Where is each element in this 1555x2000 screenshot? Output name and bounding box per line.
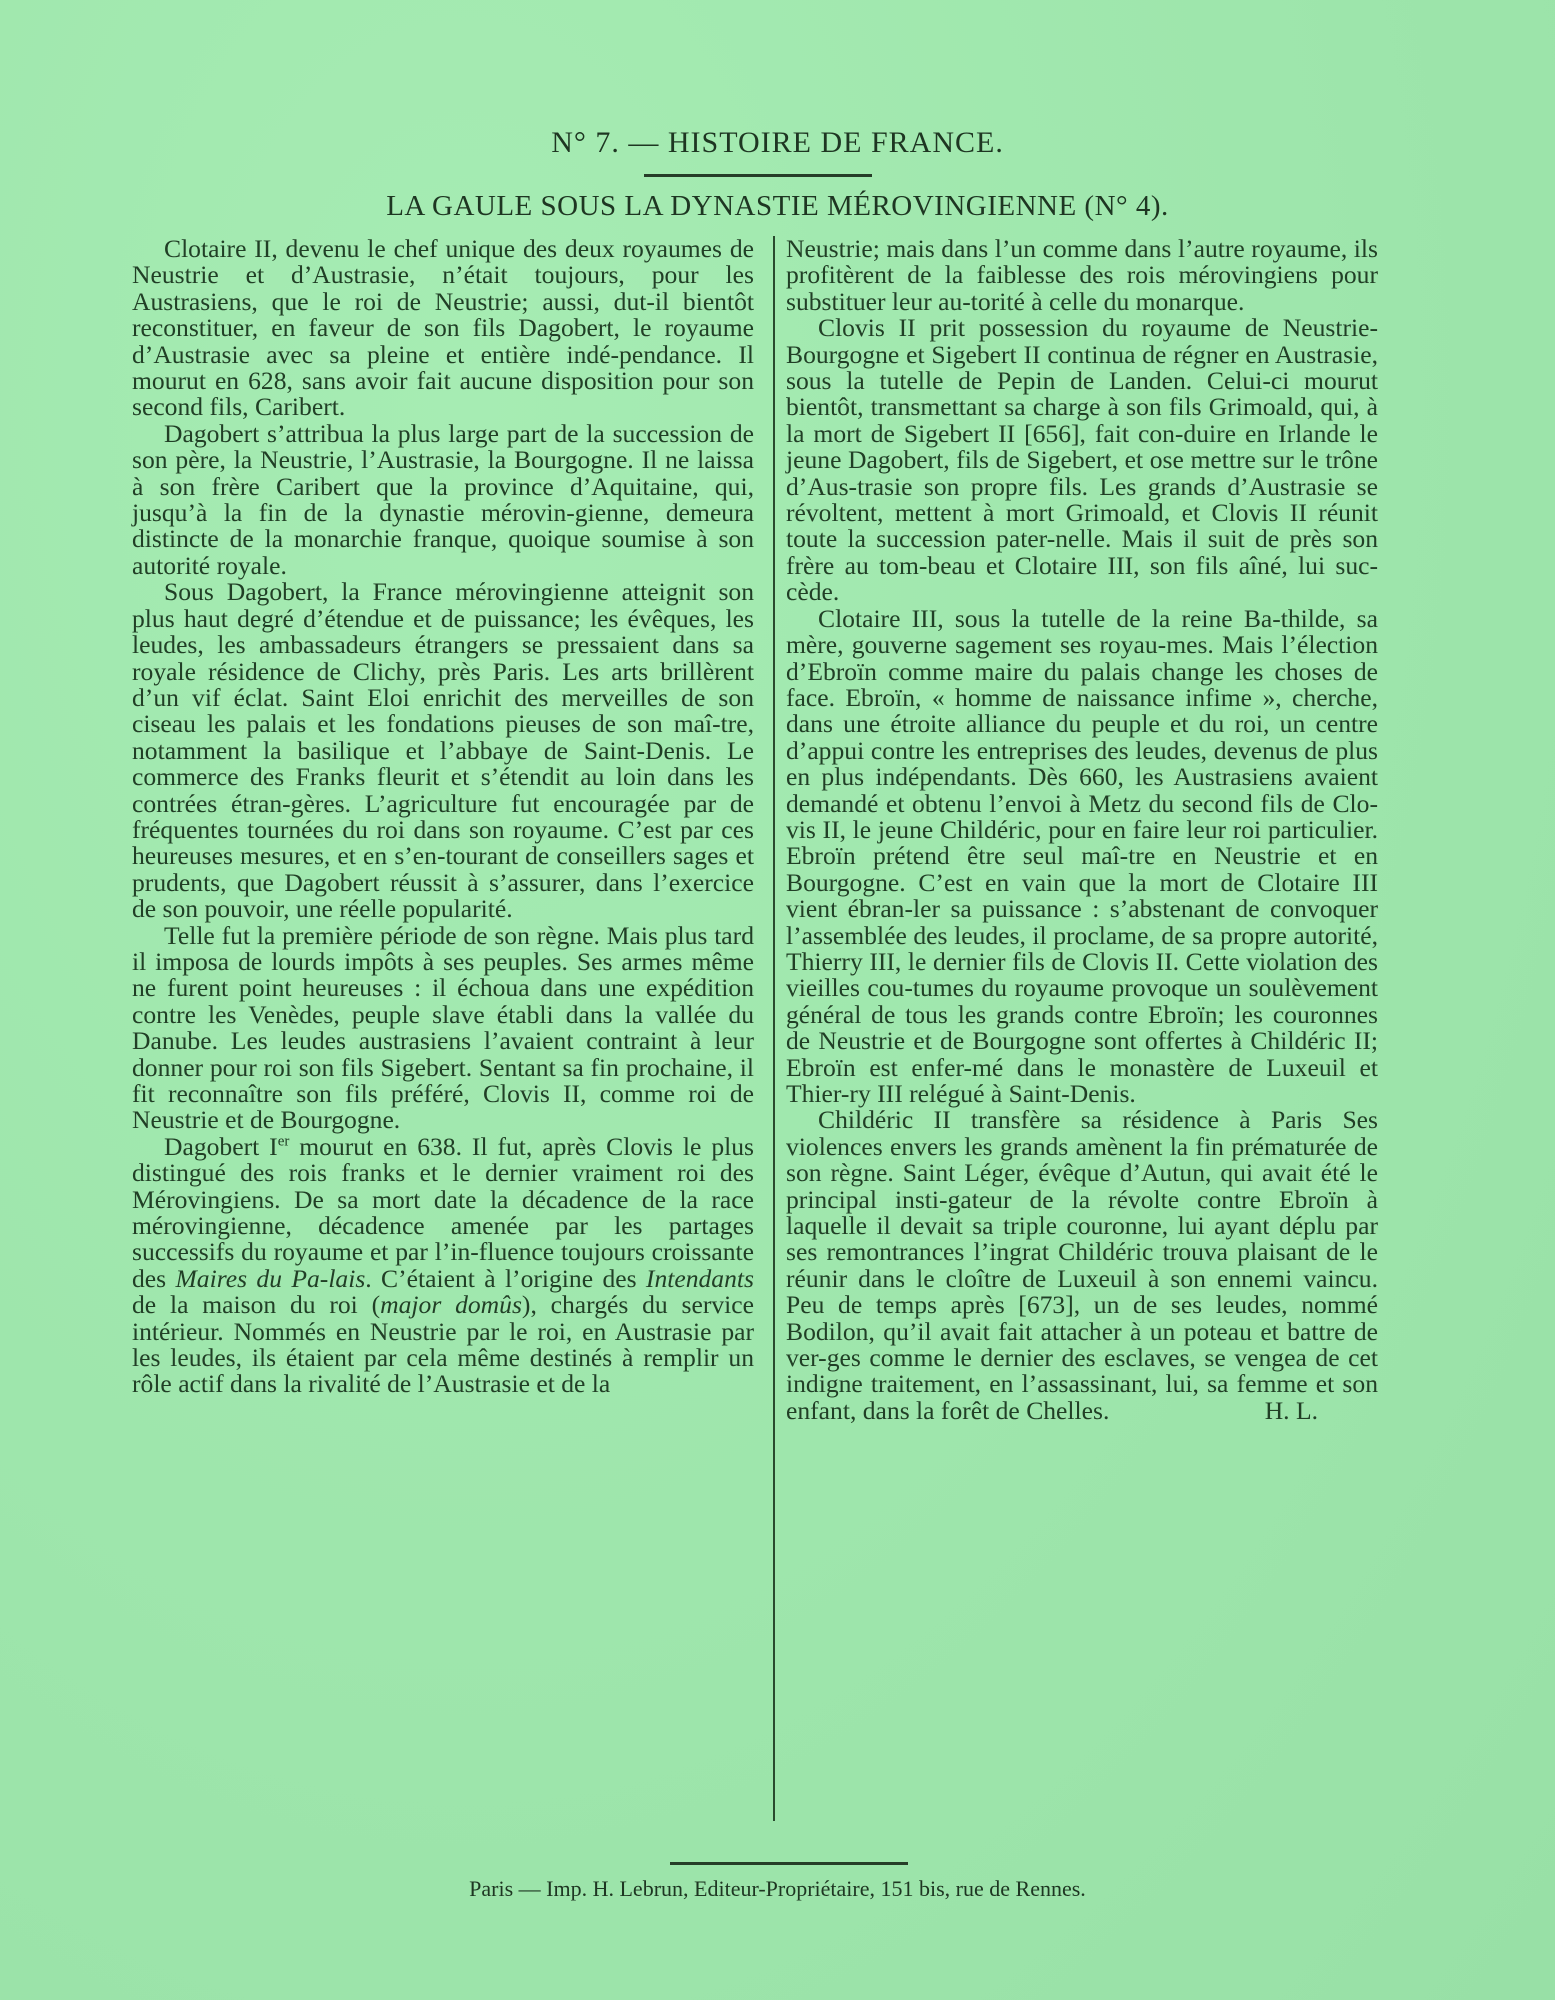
paragraph: Telle fut la première période de son règne. Mais plus tard il imposa de lourds impôts à ses peuples. Ses armes même ne furent point heureuses : il échoua dans une expédition contre les Venèdes, peuple slave établi dans la vallée du Danube. Les leudes austrasiens l’avaient contraint à leur donner pour roi son fils Sigebert. Sentant sa fin prochaine, il fit reconnaître son fils préféré, Clovis II, comme roi de Neustrie et de Bourgogne. (132, 920, 754, 1135)
paragraph: Clovis II prit possession du royaume de Neustrie-Bourgogne et Sigebert II continua de régner en Austrasie, sous la tutelle de Pepin de Landen. Celui-ci mourut bientôt, transmettant sa charge à son fils Grimoald, qui, à la mort de Sigebert II [656], fait con-duire en Irlande le jeune Dagobert, fils de Sigebert, et ose mettre sur le trône d’Aus-trasie son propre fils. Les grands d’Austrasie se révoltent, mettent à mort Grimoald, et Clovis II réunit toute la succession pater-nelle. Mais il suit de près son frère au tom-beau et Clotaire III, son fils aîné, lui suc-cède. (786, 313, 1378, 607)
paragraph (132, 1131, 755, 1399)
text-run: de la maison du roi ( (132, 1290, 381, 1320)
title-rule (644, 174, 872, 177)
text-run: . C’étaient à l’origine des (365, 1263, 646, 1293)
paragraph: Dagobert s’attribua la plus large part de la succession de son père, la Neustrie, l’Austrasie, la Bourgogne. Il ne laissa à son frère Caribert que la province d’Aquitaine, qui, jusqu’à la fin de la dynastie mérovin-gienne, demeura distincte de la monarchie franque, quoique soumise à son autorité royale. (132, 418, 754, 580)
column-divider (773, 236, 775, 1821)
paragraph: Clotaire II, devenu le chef unique des deux royaumes de Neustrie et d’Austrasie, n’était toujours, pour les Austrasiens, que le roi de Neustrie; aussi, dut-il bientôt reconstituer, en faveur de son fils Dagobert, le royaume d’Austrasie avec sa pleine et entière indé-pendance. Il mourut en 628, sans avoir fait aucune disposition pour son second fils, Caribert. (132, 234, 754, 422)
author-signature: H. L. (1264, 1396, 1318, 1426)
article-subtitle: LA GAULE SOUS LA DYNASTIE MÉROVINGIENNE (N° 4). (386, 190, 1169, 222)
italic-term: major domûs (380, 1290, 522, 1320)
paragraph: Neustrie; mais dans l’un comme dans l’autre royaume, ils profitèrent de la faiblesse des rois mérovingiens pour substituer leur au-torité à celle du monarque. (786, 234, 1378, 316)
paragraph: Childéric II transfère sa résidence à Paris Ses violences envers les grands amènent la fin prématurée de son règne. Saint Léger, évêque d’Autun, qui avait été le principal insti-gateur de la révolte contre Ebroïn à laquelle il devait sa triple couronne, lui ayant déplu par ses remontrances l’ingrat Childéric trouva plaisant de le réunir dans le cloître de Luxeuil à son ennemi vaincu. Peu de temps après [673], un de ses leudes, nommé Bodilon, qu’il avait fait attacher à un poteau et battre de ver-ges comme le dernier des esclaves, se vengea de cet indigne traitement, en l’assassinant, lui, sa femme et son enfant, dans la forêt de Chelles. (786, 1105, 1378, 1425)
text-run: mourut en 638. Il fut, après Clovis le plus distingué des rois franks et le dernier vraiment roi des Mérovingiens. De sa mort date la décadence de la race mérovingienne, décadence amenée par les partages successifs du royaume et par l’in-fluence toujours croissante des (132, 1131, 754, 1293)
paragraph: Clotaire III, sous la tutelle de la reine Ba-thilde, sa mère, gouverne sagement ses royau-mes. Mais l’élection d’Ebroïn comme maire du palais change les choses de face. Ebroïn, « homme de naissance infime », cherche, dans une étroite alliance du peuple et du roi, un centre d’appui contre les entreprises des leudes, devenus de plus en plus indépendants. Dès 660, les Austrasiens avaient demandé et obtenu l’envoi à Metz du second fils de Clo-vis II, le jeune Childéric, pour en faire leur roi particulier. Ebroïn prétend être seul maî-tre en Neustrie et en Bourgogne. C’est en vain que la mort de Clotaire III vient ébran-ler sa puissance : s’abstenant de convoquer l’assemblée des leudes, il proclame, de sa propre autorité, Thierry III, le dernier fils de Clovis II. Cette violation des vieilles cou-tumes du royaume provoque un soulèvement général de tous les grands contre Ebroïn; les couronnes de Neustrie et de Bourgogne sont offertes à Childéric II; Ebroïn est enfer-mé dans le monastère de Luxeuil et Thier-ry III relégué à Saint-Denis. (786, 603, 1378, 1108)
text-run: ), chargés du service intérieur. Nommés en Neustrie par le roi, en Austrasie par les leudes, ils étaient par cela même destinés à remplir un rôle actif dans la rivalité de l’Austrasie et de la (132, 1290, 755, 1399)
left-column (132, 236, 754, 1398)
superscript: er (277, 1133, 290, 1150)
italic-term: Intendants (645, 1263, 754, 1293)
italic-term: Maires du Pa-lais (175, 1263, 366, 1293)
printer-imprint: Paris — Imp. H. Lebrun, Editeur-Propriétaire, 151 bis, rue de Rennes. (469, 1876, 1086, 1901)
paragraph: Sous Dagobert, la France mérovingienne atteignit son plus haut degré d’étendue et de puissance; les évêques, les leudes, les ambassadeurs étrangers se pressaient dans sa royale résidence de Clichy, près Paris. Les arts brillèrent d’un vif éclat. Saint Eloi enrichit des merveilles de son ciseau les palais et les fondations pieuses de son maî-tre, notamment la basilique et l’abbaye de Saint-Denis. Le commerce des Franks fleurit et s’étendit au loin dans les contrées étran-gères. L’agriculture fut encouragée par de fréquentes tournées du roi dans son royaume. C’est par ces heureuses mesures, et en s’en-tourant de conseillers sages et prudents, que Dagobert réussit à s’assurer, dans l’exercice de son pouvoir, une réelle popularité. (132, 577, 754, 924)
page-title: N° 7. — HISTOIRE DE FRANCE. (551, 126, 1004, 159)
footer-rule (670, 1862, 908, 1865)
right-column (786, 236, 1378, 1425)
text-run: Dagobert I (164, 1131, 278, 1161)
